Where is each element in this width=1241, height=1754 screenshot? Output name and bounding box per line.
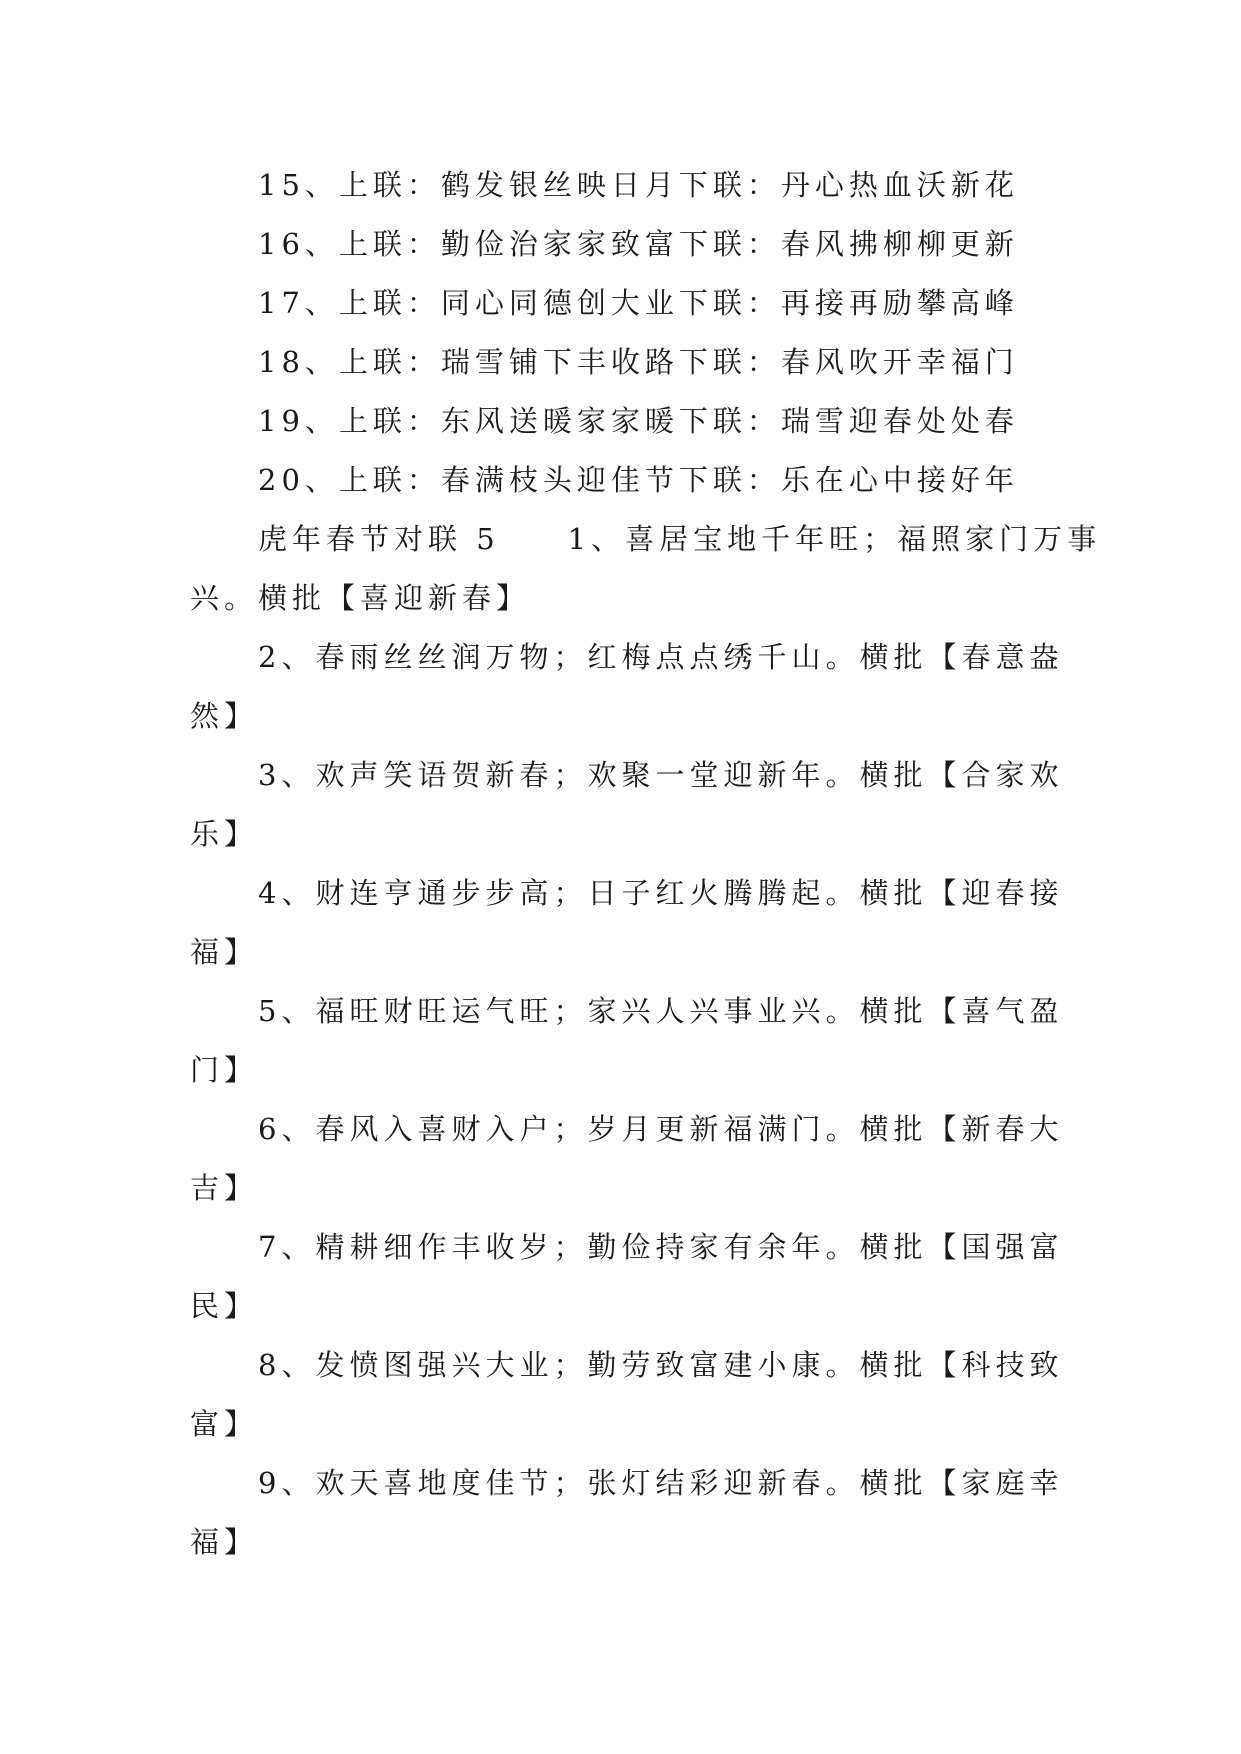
- section-heading-continuation: 兴。横批【喜迎新春】: [190, 581, 531, 615]
- section-heading-line: 虎年春节对联 5 1、喜居宝地千年旺；福照家门万事: [258, 522, 1102, 556]
- couplet-line: 17、上联：同心同德创大业下联：再接再励攀高峰: [258, 286, 1019, 320]
- list-item: 7、精耕细作丰收岁；勤俭持家有余年。横批【国强富: [258, 1230, 1064, 1264]
- list-item-continuation: 民】: [190, 1289, 259, 1323]
- list-item: 4、财连亨通步步高；日子红火腾腾起。横批【迎春接: [258, 876, 1064, 910]
- couplet-line: 16、上联：勤俭治家家致富下联：春风拂柳柳更新: [258, 227, 1019, 261]
- list-item: 9、欢天喜地度佳节；张灯结彩迎新春。横批【家庭幸: [258, 1466, 1064, 1500]
- list-item-continuation: 吉】: [190, 1171, 259, 1205]
- list-item-continuation: 门】: [190, 1053, 259, 1087]
- list-item-continuation: 乐】: [190, 817, 259, 851]
- list-item-continuation: 福】: [190, 935, 259, 969]
- document-body: [190, 156, 1102, 1572]
- list-item: 8、发愤图强兴大业；勤劳致富建小康。横批【科技致: [258, 1348, 1064, 1382]
- list-item: 5、福旺财旺运气旺；家兴人兴事业兴。横批【喜气盈: [258, 994, 1064, 1028]
- couplet-line: 20、上联：春满枝头迎佳节下联：乐在心中接好年: [258, 463, 1019, 497]
- couplet-line: 18、上联：瑞雪铺下丰收路下联：春风吹开幸福门: [258, 345, 1019, 379]
- couplet-line: 19、上联：东风送暖家家暖下联：瑞雪迎春处处春: [258, 404, 1019, 438]
- list-item: 6、春风入喜财入户；岁月更新福满门。横批【新春大: [258, 1112, 1064, 1146]
- list-item-continuation: 富】: [190, 1407, 259, 1441]
- list-item-continuation: 福】: [190, 1525, 259, 1559]
- list-item: 2、春雨丝丝润万物；红梅点点绣千山。横批【春意盎: [258, 640, 1064, 674]
- couplet-line: 15、上联：鹤发银丝映日月下联：丹心热血沃新花: [258, 168, 1019, 202]
- list-item: 3、欢声笑语贺新春；欢聚一堂迎新年。横批【合家欢: [258, 758, 1064, 792]
- list-item-continuation: 然】: [190, 699, 259, 733]
